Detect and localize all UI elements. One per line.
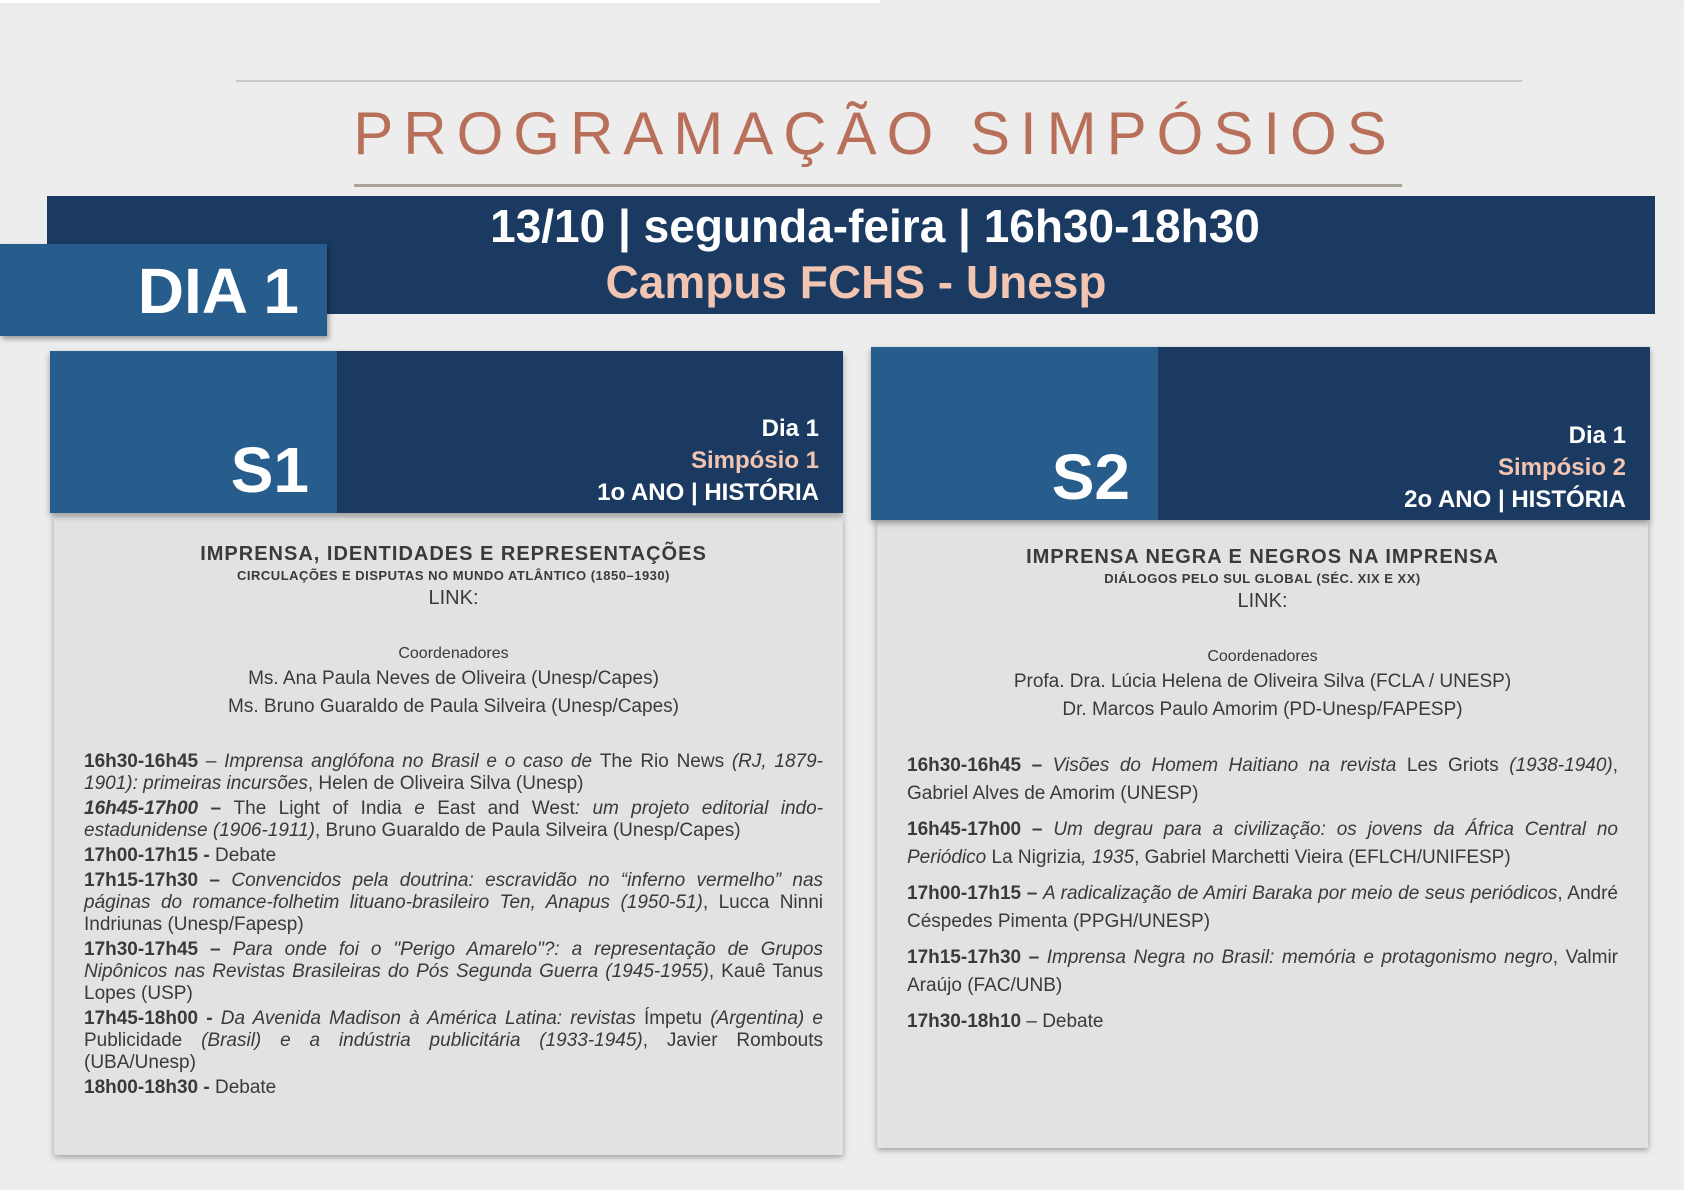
debate-label: – Debate [1021, 1011, 1104, 1032]
symposium-meta [1404, 420, 1626, 516]
coordinator-name: Ms. Ana Paula Neves de Oliveira (Unesp/Capes) [248, 668, 659, 689]
symposium-code: S2 [1051, 441, 1130, 513]
symposium-tab [50, 351, 337, 513]
speaker: , Kauê Tanus Lopes (USP) [84, 961, 823, 1004]
separator: – [198, 870, 232, 891]
talk-title: , 1935 [1081, 847, 1135, 868]
speaker: , Bruno Guaraldo de Paula Silveira (Unesp/Capes) [315, 820, 741, 841]
schedule-time: 17h00-17h15 [84, 845, 199, 866]
title-underline [354, 184, 1402, 187]
symposium-tab [871, 347, 1158, 520]
talk-title: Da Avenida Madison à América Latina: revistas [220, 1008, 644, 1029]
schedule-item [84, 798, 823, 842]
talk-title: Imprensa Negra no Brasil: memória e protagonismo negro [1046, 947, 1553, 968]
schedule-time: 17h15-17h30 [84, 870, 199, 891]
separator: - [198, 1077, 215, 1098]
separator: – [198, 798, 234, 819]
date-line: 13/10 | segunda-feira | 16h30-18h30 [490, 200, 1260, 252]
schedule-item [907, 752, 1618, 808]
debate-label: Debate [214, 1077, 277, 1098]
schedule-item [84, 1008, 823, 1074]
separator: – [198, 939, 233, 960]
campus-line: Campus FCHS - Unesp [605, 256, 1107, 308]
symposium-title: IMPRENSA, IDENTIDADES E REPRESENTAÇÕES [200, 543, 707, 565]
periodical-name: The Light of India [233, 798, 402, 819]
separator: – [198, 751, 225, 772]
symposium-card-s1 [54, 517, 843, 1155]
symposium-year-area: 2o ANO | HISTÓRIA [1404, 486, 1626, 513]
coordinators-label: Coordenadores [398, 645, 509, 662]
speaker: , Helen de Oliveira Silva (Unesp) [307, 773, 584, 794]
schedule-item [907, 816, 1618, 872]
symposium-subtitle: DIÁLOGOS PELO SUL GLOBAL (SÉC. XIX E XX) [1104, 571, 1421, 586]
talk-title: e [401, 798, 438, 819]
talk-title: Um degrau para a civilização: os jovens da África Central no Periódico [907, 819, 1618, 868]
symposium-label: Simpósio 1 [690, 447, 819, 474]
schedule-list [84, 751, 823, 1099]
schedule-item [84, 939, 823, 1005]
speaker: , Lucca Ninni Indriunas (Unesp/Fapesp) [84, 892, 823, 935]
symposium-card-s2 [877, 520, 1648, 1148]
schedule-item [84, 870, 823, 936]
periodical-name: The Rio News [599, 751, 725, 772]
symposium-meta [597, 413, 819, 509]
top-rule [236, 80, 1522, 82]
periodical-name: La Nigrizia [991, 847, 1082, 868]
separator: - [198, 1008, 221, 1029]
talk-title: Imprensa anglófona no Brasil e o caso de [224, 751, 600, 772]
symposium-title: IMPRENSA NEGRA E NEGROS NA IMPRENSA [1026, 546, 1499, 568]
schedule-item [907, 944, 1618, 1000]
schedule-time: 16h30-16h45 [84, 751, 199, 772]
schedule-list [907, 752, 1618, 1036]
speaker: , André Céspedes Pimenta (PPGH/UNESP) [907, 883, 1618, 932]
periodical-name: Les Griots [1406, 755, 1499, 776]
talk-title: Para onde foi o "Perigo Amarelo"?: a representação de Grupos Nipônicos nas Revistas Brasileiras do Pós Segunda Guerra (1945-1955) [84, 939, 823, 982]
page-title: PROGRAMAÇÃO SIMPÓSIOS [353, 100, 1397, 167]
symposium-header-s1 [50, 351, 843, 513]
schedule-time: 18h00-18h30 [84, 1077, 199, 1098]
talk-title: Convencidos pela doutrina: escravidão no “inferno vermelho” nas páginas do romance-folhetim lituano-brasileiro Ten, Anapus (1950-51) [84, 870, 824, 913]
day-tab-label: DIA 1 [137, 255, 299, 327]
symposium-label: Simpósio 2 [1497, 454, 1626, 481]
schedule-time: 17h15-17h30 – [907, 947, 1040, 968]
link-label: LINK: [428, 587, 479, 609]
schedule-time: 17h30-18h10 [907, 1011, 1022, 1032]
talk-title: : um projeto editorial indo-estadunidense (1906-1911) [84, 798, 824, 841]
card-body [84, 541, 823, 1102]
talk-title: A radicalização de Amiri Baraka por meio de seus periódicos [1043, 883, 1558, 904]
schedule-time: 16h45-17h00 [84, 798, 199, 819]
symposium-code: S1 [230, 434, 309, 506]
speaker: , Javier Rombouts (UBA/Unesp) [84, 1030, 823, 1073]
periodical-name: East and West [437, 798, 575, 819]
speaker: , Gabriel Alves de Amorim (UNESP) [907, 755, 1619, 804]
schedule-item [84, 751, 823, 795]
symposium-year-area: 1o ANO | HISTÓRIA [597, 479, 819, 506]
coordinator-name: Dr. Marcos Paulo Amorim (PD-Unesp/FAPESP) [1062, 699, 1463, 720]
separator: - [198, 845, 215, 866]
symposium-day: Dia 1 [1568, 422, 1626, 449]
schedule-item [907, 880, 1618, 936]
link-label: LINK: [1237, 590, 1288, 612]
day-tab [0, 244, 327, 336]
symposium-day: Dia 1 [761, 415, 819, 442]
talk-title: (1938-1940) [1498, 755, 1613, 776]
symposium-header-s2 [871, 347, 1650, 520]
speaker: , Valmir Araújo (FAC/UNB) [907, 947, 1618, 996]
coordinator-name: Ms. Bruno Guaraldo de Paula Silveira (Unesp/Capes) [228, 696, 679, 717]
coordinator-name: Profa. Dra. Lúcia Helena de Oliveira Silva (FCLA / UNESP) [1013, 671, 1512, 692]
schedule-item [84, 1077, 823, 1099]
coordinators-label: Coordenadores [1207, 648, 1318, 665]
schedule-item [84, 845, 823, 867]
schedule-time: 17h00-17h15 – [907, 883, 1038, 904]
talk-title: (RJ, 1879-1901): primeiras incursões [84, 751, 823, 794]
schedule-time: 16h45-17h00 – [907, 819, 1043, 840]
periodical-name: Publicidade [84, 1030, 183, 1051]
schedule-time: 16h30-16h45 – [907, 755, 1043, 776]
talk-title: (Brasil) e a indústria publicitária (1933-1945) [182, 1030, 643, 1051]
schedule-time: 17h30-17h45 [84, 939, 199, 960]
symposium-subtitle: CIRCULAÇÕES E DISPUTAS NO MUNDO ATLÂNTICO (1850–1930) [237, 568, 670, 583]
talk-title: (Argentina) e [702, 1008, 823, 1029]
card-body [907, 544, 1618, 1044]
periodical-name: Ímpetu [643, 1008, 703, 1029]
talk-title: Visões do Homem Haitiano na revista [1052, 755, 1407, 776]
speaker: , Gabriel Marchetti Vieira (EFLCH/UNIFESP) [1134, 847, 1511, 868]
debate-label: Debate [214, 845, 277, 866]
schedule-item [907, 1008, 1618, 1036]
schedule-time: 17h45-18h00 [84, 1008, 199, 1029]
